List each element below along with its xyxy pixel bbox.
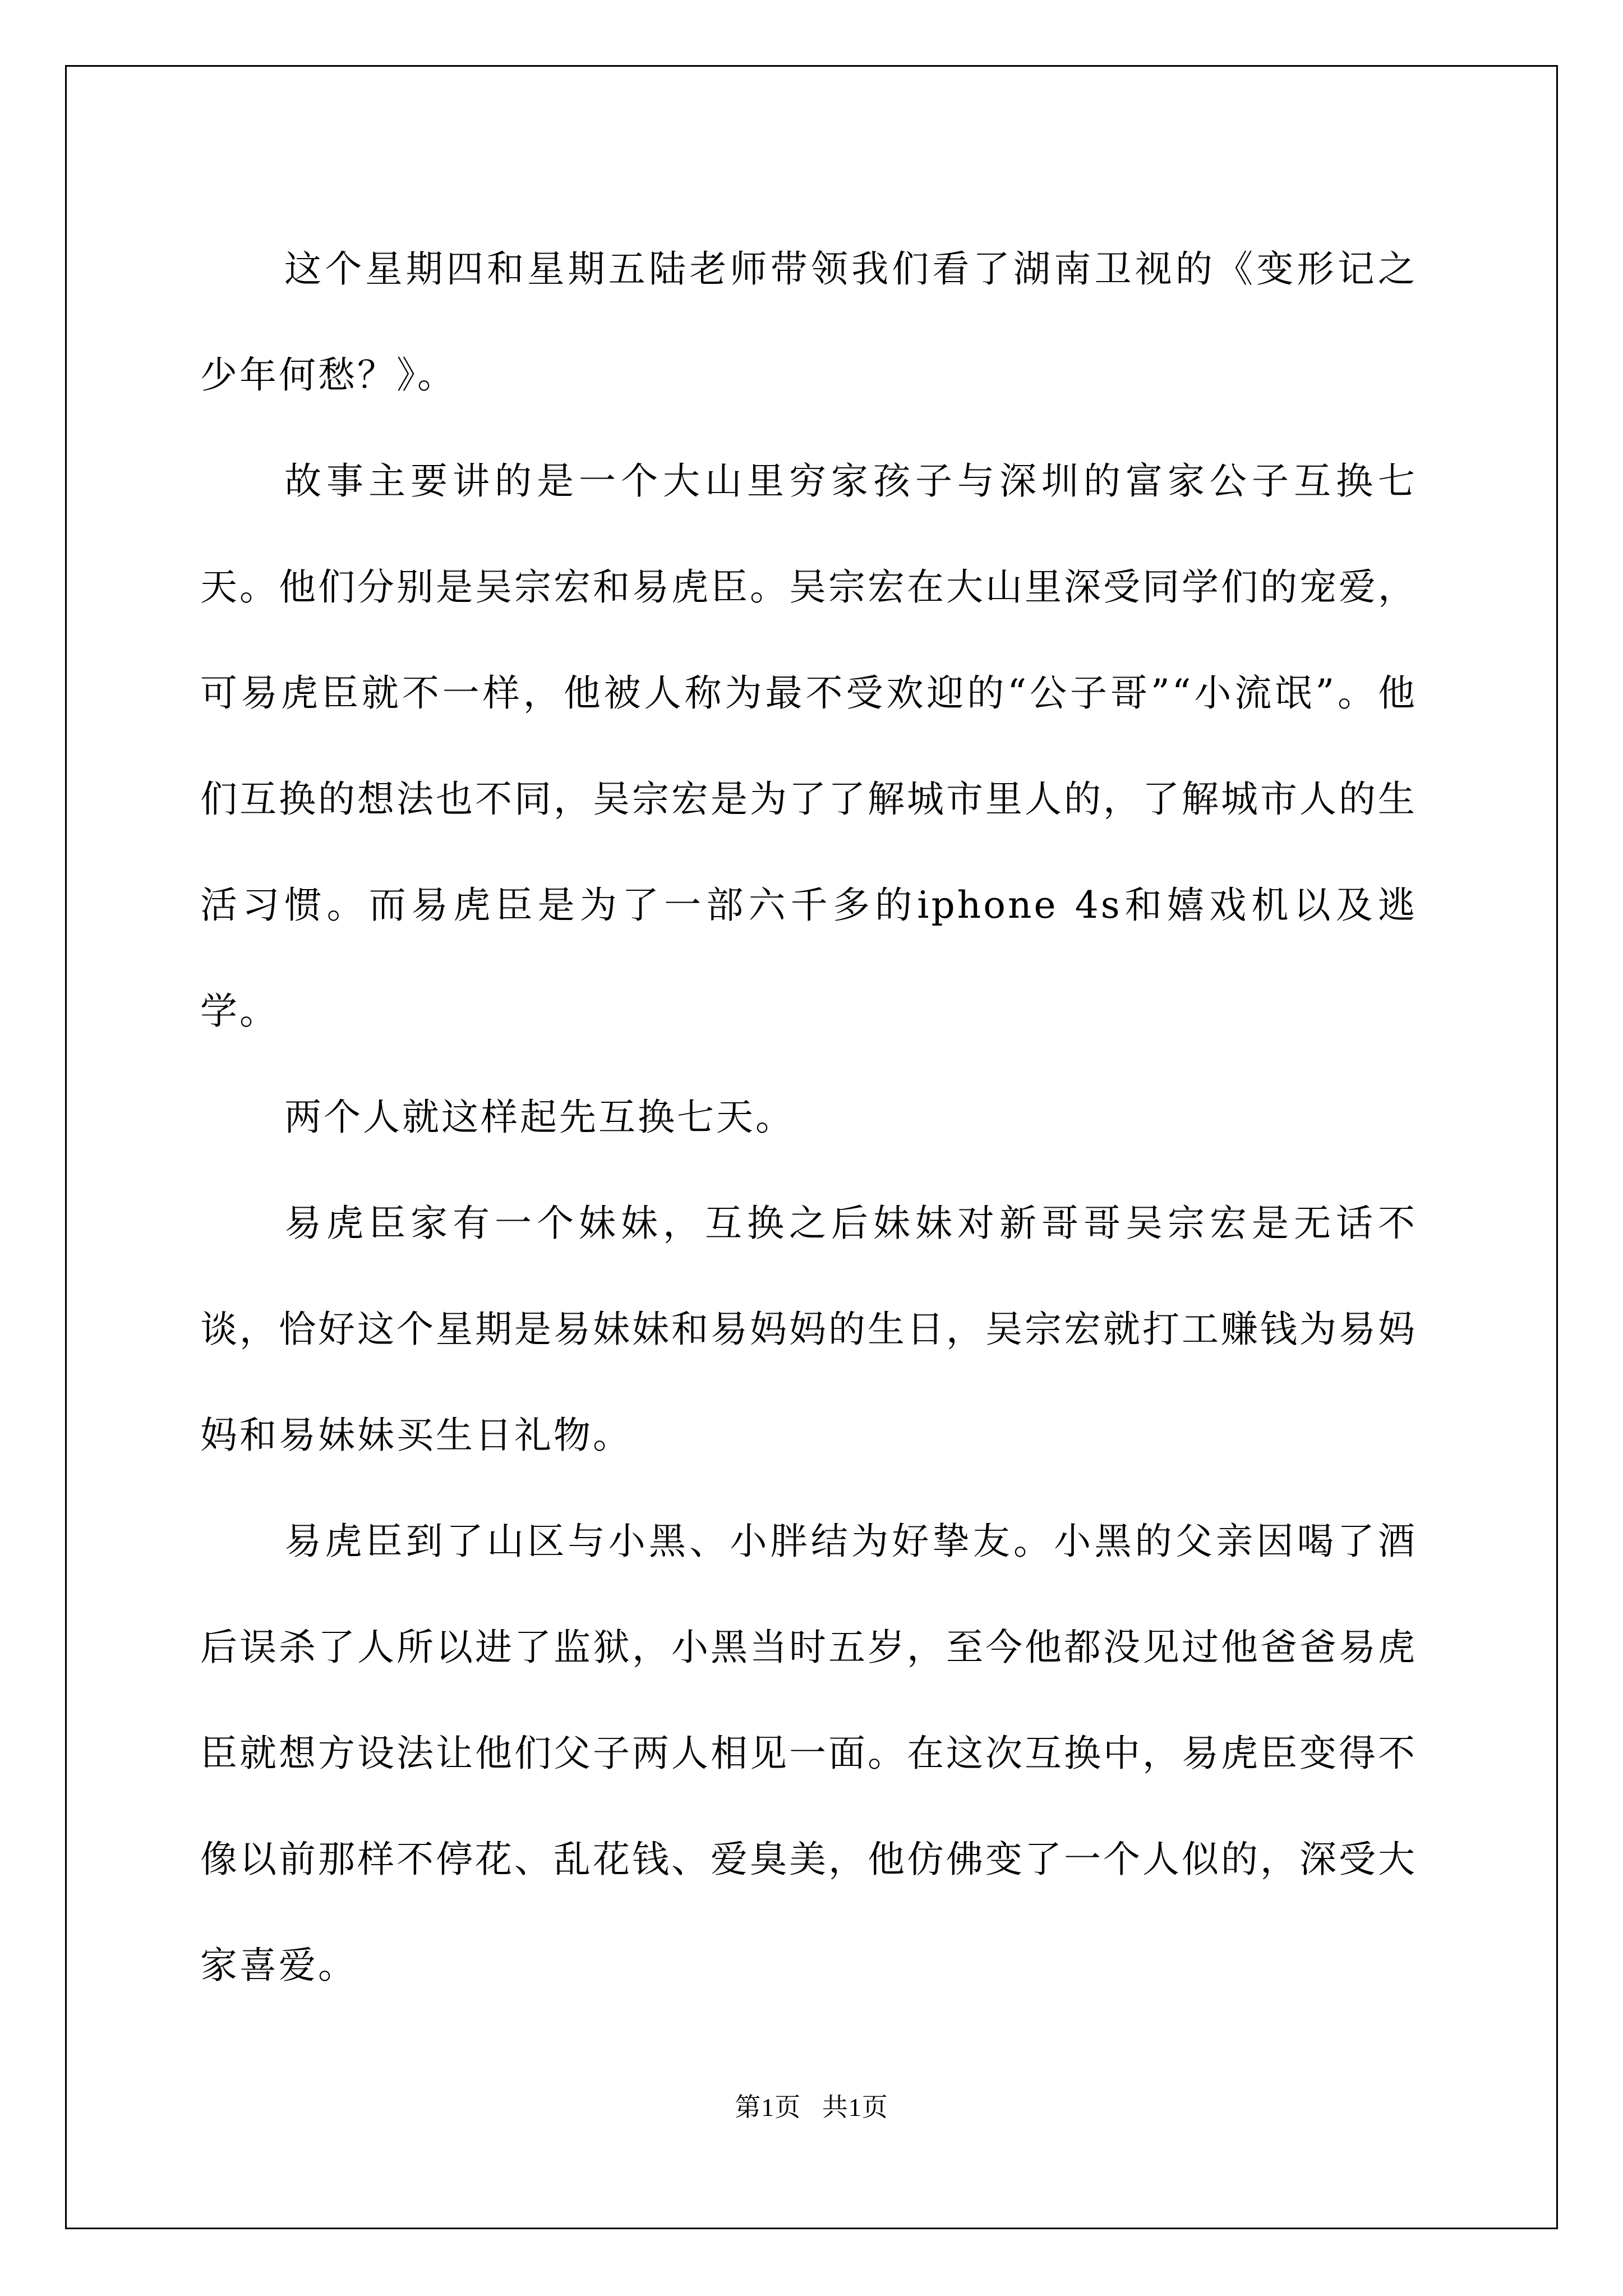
paragraph-4: 易虎臣家有一个妹妹，互换之后妹妹对新哥哥吴宗宏是无话不谈，恰好这个星期是易妹妹和易妈妈的生日，吴宗宏就打工赚钱为易妈妈和易妹妹买生日礼物。 bbox=[200, 1202, 1417, 1457]
paragraph-2: 故事主要讲的是一个大山里穷家孩子与深圳的富家公子互换七天。他们分别是吴宗宏和易虎臣。吴宗宏在大山里深受同学们的宠爱，可易虎臣就不一样，他被人称为最不受欢迎的“公子哥”“小流氓”。他们互换的想法也不同，吴宗宏是为了了解城市里人的，了解城市人的生活习惯。而易虎臣是为了一部六千多的iphone 4s和嬉戏机以及逃学。 bbox=[200, 459, 1417, 1033]
paragraph-1: 这个星期四和星期五陆老师带领我们看了湖南卫视的《变形记之少年何愁？》。 bbox=[200, 247, 1417, 397]
paragraph-3: 两个人就这样起先互换七天。 bbox=[284, 1096, 795, 1139]
page-footer bbox=[0, 2087, 1623, 2124]
paragraph-5: 易虎臣到了山区与小黑、小胖结为好挚友。小黑的父亲因喝了酒后误杀了人所以进了监狱，小黑当时五岁，至今他都没见过他爸爸易虎臣就想方设法让他们父子两人相见一面。在这次互换中，易虎臣变得不像以前那样不停花、乱花钱、爱臭美，他仿佛变了一个人似的，深受大家喜爱。 bbox=[200, 1520, 1417, 1987]
document-body bbox=[200, 216, 1417, 2018]
page-total: 共1页 bbox=[822, 2093, 888, 2122]
page-number: 第1页 bbox=[735, 2093, 801, 2122]
